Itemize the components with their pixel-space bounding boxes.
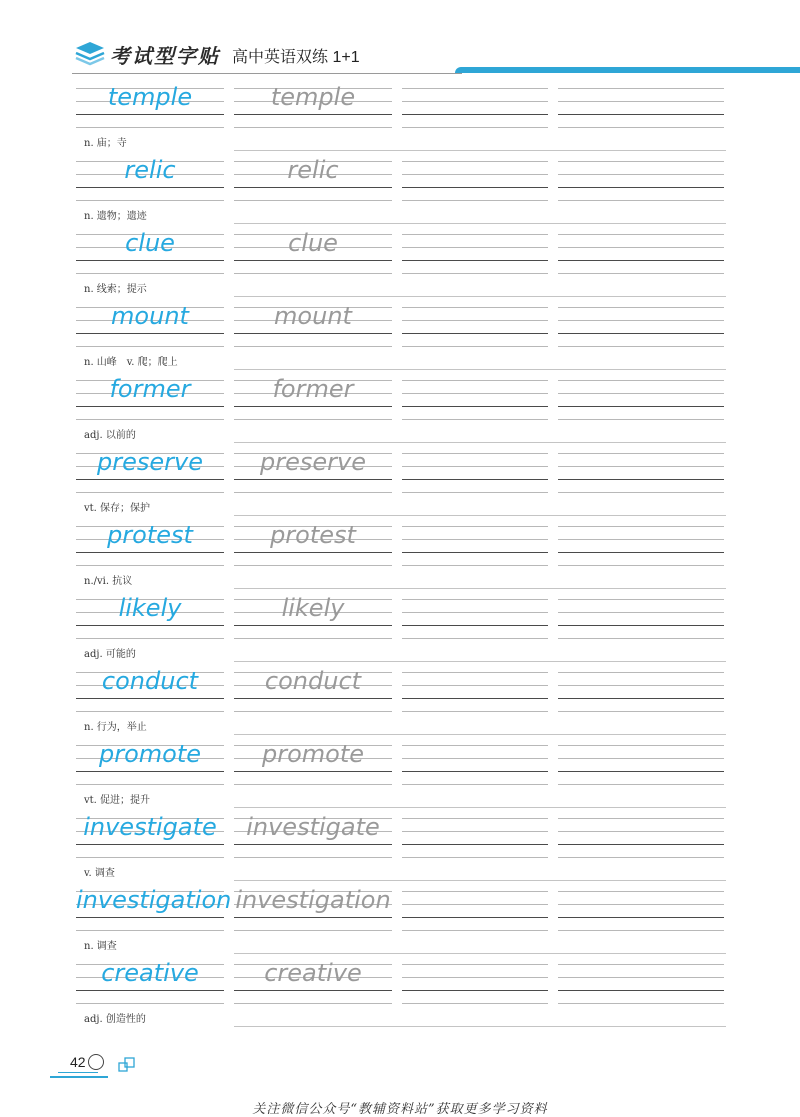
- trace-word: former: [272, 375, 354, 403]
- guide-line: [558, 127, 724, 128]
- trace-word-cell: [234, 156, 392, 201]
- guide-line: [558, 930, 724, 931]
- definition-guide-line: [234, 588, 726, 589]
- model-word-cell: [76, 375, 224, 420]
- book-subtitle: 高中英语双练 1+1: [232, 49, 360, 66]
- model-word-cell: [76, 448, 224, 493]
- word-entry: [0, 80, 800, 153]
- guide-line: [558, 273, 724, 274]
- trace-word-cell: [234, 740, 392, 785]
- model-word: conduct: [101, 667, 199, 695]
- squares-icon: [118, 1056, 136, 1074]
- blank-writing-cell: [402, 599, 548, 639]
- guide-line: [402, 990, 548, 991]
- word-definition: adj. 创造性的: [84, 1014, 146, 1025]
- guide-line: [234, 711, 392, 712]
- word-definition: vt. 保存；保护: [84, 503, 151, 514]
- guide-line: [558, 625, 724, 626]
- guide-line: [402, 479, 548, 480]
- model-word: investigate: [83, 813, 217, 841]
- definition-guide-line: [234, 880, 726, 881]
- word-definition: n. 行为，举止: [84, 722, 147, 733]
- guide-line: [402, 552, 548, 553]
- word-entry: [0, 445, 800, 518]
- trace-word: mount: [274, 302, 352, 330]
- guide-line: [76, 492, 224, 493]
- word-entry: [0, 518, 800, 591]
- guide-line: [558, 234, 724, 235]
- guide-line: [558, 346, 724, 347]
- word-entry: [0, 664, 800, 737]
- guide-line: [234, 200, 392, 201]
- model-word: investigation: [76, 886, 232, 914]
- model-word: mount: [111, 302, 189, 330]
- guide-line: [558, 599, 724, 600]
- guide-line: [558, 88, 724, 89]
- guide-line: [402, 307, 548, 308]
- trace-word: promote: [261, 740, 365, 768]
- guide-line: [558, 745, 724, 746]
- guide-line: [558, 526, 724, 527]
- guide-line: [558, 161, 724, 162]
- blank-writing-cell: [402, 672, 548, 712]
- guide-line: [76, 771, 224, 772]
- model-word: temple: [107, 83, 193, 111]
- guide-line: [402, 1003, 548, 1004]
- trace-word: temple: [270, 83, 356, 111]
- word-definition: n. 庙；寺: [84, 138, 127, 149]
- word-entry: [0, 956, 800, 1029]
- guide-line: [234, 419, 392, 420]
- trace-word: relic: [287, 156, 339, 184]
- model-word: relic: [124, 156, 176, 184]
- guide-line: [558, 565, 724, 566]
- blank-writing-cell: [558, 380, 724, 420]
- blank-writing-cell: [558, 599, 724, 639]
- footer-note: 关注微信公众号“教辅资料站”获取更多学习资料: [252, 1102, 548, 1117]
- guide-line: [76, 419, 224, 420]
- guide-line: [76, 479, 224, 480]
- word-entry: [0, 372, 800, 445]
- blank-writing-cell: [558, 818, 724, 858]
- model-word-cell: [76, 886, 232, 931]
- guide-line: [558, 453, 724, 454]
- guide-line: [402, 758, 548, 759]
- page-header: [0, 0, 800, 78]
- trace-word-cell: [234, 448, 392, 493]
- word-definition: v. 调查: [84, 868, 115, 879]
- guide-line: [76, 114, 224, 115]
- guide-line: [558, 672, 724, 673]
- trace-word-cell: [234, 375, 392, 420]
- guide-line: [558, 333, 724, 334]
- guide-line: [76, 1003, 224, 1004]
- guide-line: [558, 638, 724, 639]
- guide-line: [558, 187, 724, 188]
- definition-guide-line: [234, 442, 726, 443]
- guide-line: [76, 857, 224, 858]
- guide-line: [402, 771, 548, 772]
- guide-line: [402, 638, 548, 639]
- word-entry: [0, 299, 800, 372]
- guide-line: [76, 784, 224, 785]
- guide-line: [234, 333, 392, 334]
- guide-line: [234, 625, 392, 626]
- guide-line: [234, 552, 392, 553]
- guide-line: [76, 552, 224, 553]
- word-entry: [0, 591, 800, 664]
- guide-line: [402, 917, 548, 918]
- guide-line: [76, 917, 224, 918]
- trace-word: preserve: [260, 448, 366, 476]
- model-word: former: [109, 375, 191, 403]
- guide-line: [234, 127, 392, 128]
- blank-writing-cell: [558, 88, 724, 128]
- trace-word-cell: [234, 886, 392, 931]
- guide-line: [402, 247, 548, 248]
- guide-line: [76, 930, 224, 931]
- word-entry: [0, 226, 800, 299]
- blank-writing-cell: [558, 672, 724, 712]
- guide-line: [558, 200, 724, 201]
- definition-guide-line: [234, 1026, 726, 1027]
- blank-writing-cell: [402, 88, 548, 128]
- guide-line: [402, 320, 548, 321]
- model-word-cell: [76, 156, 224, 201]
- guide-line: [402, 599, 548, 600]
- model-word-cell: [76, 83, 224, 128]
- guide-line: [558, 307, 724, 308]
- guide-line: [234, 565, 392, 566]
- trace-word: protest: [270, 521, 356, 549]
- guide-line: [402, 711, 548, 712]
- guide-line: [558, 977, 724, 978]
- guide-line: [558, 466, 724, 467]
- guide-line: [402, 565, 548, 566]
- guide-line: [402, 406, 548, 407]
- blank-writing-cell: [402, 453, 548, 493]
- guide-line: [558, 784, 724, 785]
- blank-writing-cell: [402, 745, 548, 785]
- guide-line: [234, 771, 392, 772]
- guide-line: [402, 380, 548, 381]
- guide-line: [76, 625, 224, 626]
- guide-line: [234, 844, 392, 845]
- guide-line: [402, 492, 548, 493]
- blank-writing-cell: [402, 380, 548, 420]
- guide-line: [402, 745, 548, 746]
- guide-line: [234, 346, 392, 347]
- model-word-cell: [76, 813, 224, 858]
- blank-writing-cell: [558, 234, 724, 274]
- word-entry: [0, 810, 800, 883]
- guide-line: [558, 685, 724, 686]
- guide-line: [402, 818, 548, 819]
- guide-line: [402, 698, 548, 699]
- guide-line: [558, 844, 724, 845]
- guide-line: [558, 247, 724, 248]
- trace-word: creative: [264, 959, 362, 987]
- word-definition: n. 线索；提示: [84, 284, 147, 295]
- guide-line: [76, 273, 224, 274]
- guide-line: [402, 784, 548, 785]
- guide-line: [234, 857, 392, 858]
- trace-word-cell: [234, 521, 392, 566]
- guide-line: [234, 917, 392, 918]
- definition-guide-line: [234, 953, 726, 954]
- model-word-cell: [76, 667, 224, 712]
- trace-word: clue: [288, 229, 338, 257]
- guide-line: [76, 200, 224, 201]
- word-entry: [0, 737, 800, 810]
- word-definition: adj. 以前的: [84, 430, 136, 441]
- guide-line: [558, 831, 724, 832]
- guide-line: [234, 784, 392, 785]
- guide-line: [558, 320, 724, 321]
- blank-writing-cell: [558, 745, 724, 785]
- guide-line: [402, 977, 548, 978]
- model-word-cell: [76, 959, 224, 1004]
- trace-word-cell: [234, 667, 392, 712]
- guide-line: [558, 964, 724, 965]
- guide-line: [76, 406, 224, 407]
- guide-line: [402, 174, 548, 175]
- guide-line: [234, 479, 392, 480]
- guide-line: [76, 565, 224, 566]
- guide-line: [76, 711, 224, 712]
- word-definition: n. 山峰 v. 爬；爬上: [84, 357, 178, 368]
- model-word-cell: [76, 740, 224, 785]
- guide-line: [234, 930, 392, 931]
- blank-writing-cell: [402, 161, 548, 201]
- word-definition: n. 调查: [84, 941, 117, 952]
- guide-line: [558, 758, 724, 759]
- guide-line: [558, 101, 724, 102]
- trace-word-cell: [234, 302, 392, 347]
- guide-line: [76, 346, 224, 347]
- guide-line: [402, 612, 548, 613]
- guide-line: [558, 380, 724, 381]
- guide-line: [402, 333, 548, 334]
- blank-writing-cell: [402, 234, 548, 274]
- word-definition: n. 遗物；遗迹: [84, 211, 147, 222]
- guide-line: [558, 419, 724, 420]
- header-accent-bar: [455, 67, 800, 73]
- guide-line: [402, 466, 548, 467]
- guide-line: [558, 818, 724, 819]
- trace-word-cell: [234, 229, 392, 274]
- guide-line: [402, 685, 548, 686]
- guide-line: [402, 539, 548, 540]
- blank-writing-cell: [402, 891, 548, 931]
- guide-line: [76, 844, 224, 845]
- trace-word-cell: [234, 594, 392, 639]
- model-word-cell: [76, 521, 224, 566]
- guide-line: [234, 406, 392, 407]
- guide-line: [402, 234, 548, 235]
- definition-guide-line: [234, 296, 726, 297]
- model-word: protest: [107, 521, 193, 549]
- word-definition: adj. 可能的: [84, 649, 136, 660]
- guide-line: [402, 930, 548, 931]
- guide-line: [558, 492, 724, 493]
- model-word: likely: [118, 594, 182, 622]
- guide-line: [402, 101, 548, 102]
- blank-writing-cell: [402, 307, 548, 347]
- blank-writing-cell: [558, 453, 724, 493]
- guide-line: [402, 88, 548, 89]
- guide-line: [558, 917, 724, 918]
- blank-writing-cell: [402, 526, 548, 566]
- guide-line: [402, 127, 548, 128]
- blank-writing-cell: [558, 307, 724, 347]
- brand-title: 考试型字贴: [110, 44, 220, 68]
- blank-writing-cell: [558, 526, 724, 566]
- trace-word: investigate: [246, 813, 380, 841]
- word-definition: vt. 促进；提升: [84, 795, 151, 806]
- guide-line: [402, 187, 548, 188]
- guide-line: [402, 393, 548, 394]
- model-word-cell: [76, 302, 224, 347]
- header-divider: [72, 73, 462, 74]
- guide-line: [558, 612, 724, 613]
- trace-word: conduct: [264, 667, 362, 695]
- model-word: preserve: [97, 448, 203, 476]
- footer-accent-line: [50, 1076, 108, 1078]
- guide-line: [558, 1003, 724, 1004]
- definition-guide-line: [234, 661, 726, 662]
- model-word-cell: [76, 594, 224, 639]
- guide-line: [76, 333, 224, 334]
- model-word: promote: [98, 740, 202, 768]
- guide-line: [402, 891, 548, 892]
- guide-line: [402, 161, 548, 162]
- definition-guide-line: [234, 223, 726, 224]
- guide-line: [234, 187, 392, 188]
- guide-line: [76, 260, 224, 261]
- guide-line: [234, 492, 392, 493]
- trace-word-cell: [234, 83, 392, 128]
- model-word: creative: [101, 959, 199, 987]
- guide-line: [234, 273, 392, 274]
- guide-line: [558, 114, 724, 115]
- blank-writing-cell: [402, 818, 548, 858]
- guide-line: [558, 552, 724, 553]
- guide-line: [234, 260, 392, 261]
- guide-line: [402, 273, 548, 274]
- guide-line: [558, 406, 724, 407]
- guide-line: [558, 771, 724, 772]
- guide-line: [402, 857, 548, 858]
- guide-line: [76, 698, 224, 699]
- definition-guide-line: [234, 734, 726, 735]
- definition-guide-line: [234, 150, 726, 151]
- page-footer: [0, 1040, 800, 1117]
- guide-line: [234, 638, 392, 639]
- guide-line: [558, 698, 724, 699]
- guide-line: [234, 114, 392, 115]
- guide-line: [402, 844, 548, 845]
- guide-line: [558, 904, 724, 905]
- guide-line: [402, 904, 548, 905]
- guide-line: [76, 187, 224, 188]
- word-definition: n./vi. 抗议: [84, 576, 133, 587]
- model-word: clue: [125, 229, 175, 257]
- guide-line: [76, 990, 224, 991]
- guide-line: [402, 526, 548, 527]
- guide-line: [402, 114, 548, 115]
- clock-icon: [88, 1054, 104, 1070]
- guide-line: [558, 891, 724, 892]
- guide-line: [558, 990, 724, 991]
- guide-line: [402, 200, 548, 201]
- guide-line: [558, 393, 724, 394]
- trace-word: likely: [281, 594, 345, 622]
- guide-line: [558, 857, 724, 858]
- definition-guide-line: [234, 369, 726, 370]
- guide-line: [558, 539, 724, 540]
- trace-word: investigation: [235, 886, 391, 914]
- guide-line: [76, 127, 224, 128]
- guide-line: [402, 419, 548, 420]
- guide-line: [234, 990, 392, 991]
- blank-writing-cell: [558, 161, 724, 201]
- guide-line: [402, 625, 548, 626]
- model-word-cell: [76, 229, 224, 274]
- definition-guide-line: [234, 807, 726, 808]
- guide-line: [402, 260, 548, 261]
- guide-line: [402, 453, 548, 454]
- stacked-books-icon: [74, 40, 106, 66]
- guide-line: [558, 174, 724, 175]
- guide-line: [402, 831, 548, 832]
- trace-word-cell: [234, 813, 392, 858]
- word-entry: [0, 153, 800, 226]
- word-entry: [0, 883, 800, 956]
- guide-line: [76, 638, 224, 639]
- guide-line: [402, 672, 548, 673]
- guide-line: [234, 1003, 392, 1004]
- guide-line: [402, 964, 548, 965]
- trace-word-cell: [234, 959, 392, 1004]
- guide-line: [402, 346, 548, 347]
- guide-line: [558, 711, 724, 712]
- guide-line: [234, 698, 392, 699]
- blank-writing-cell: [402, 964, 548, 1004]
- guide-line: [558, 479, 724, 480]
- definition-guide-line: [234, 515, 726, 516]
- page-number: 42: [70, 1054, 86, 1070]
- blank-writing-cell: [558, 891, 724, 931]
- blank-writing-cell: [558, 964, 724, 1004]
- guide-line: [558, 260, 724, 261]
- footer-line: [58, 1072, 98, 1073]
